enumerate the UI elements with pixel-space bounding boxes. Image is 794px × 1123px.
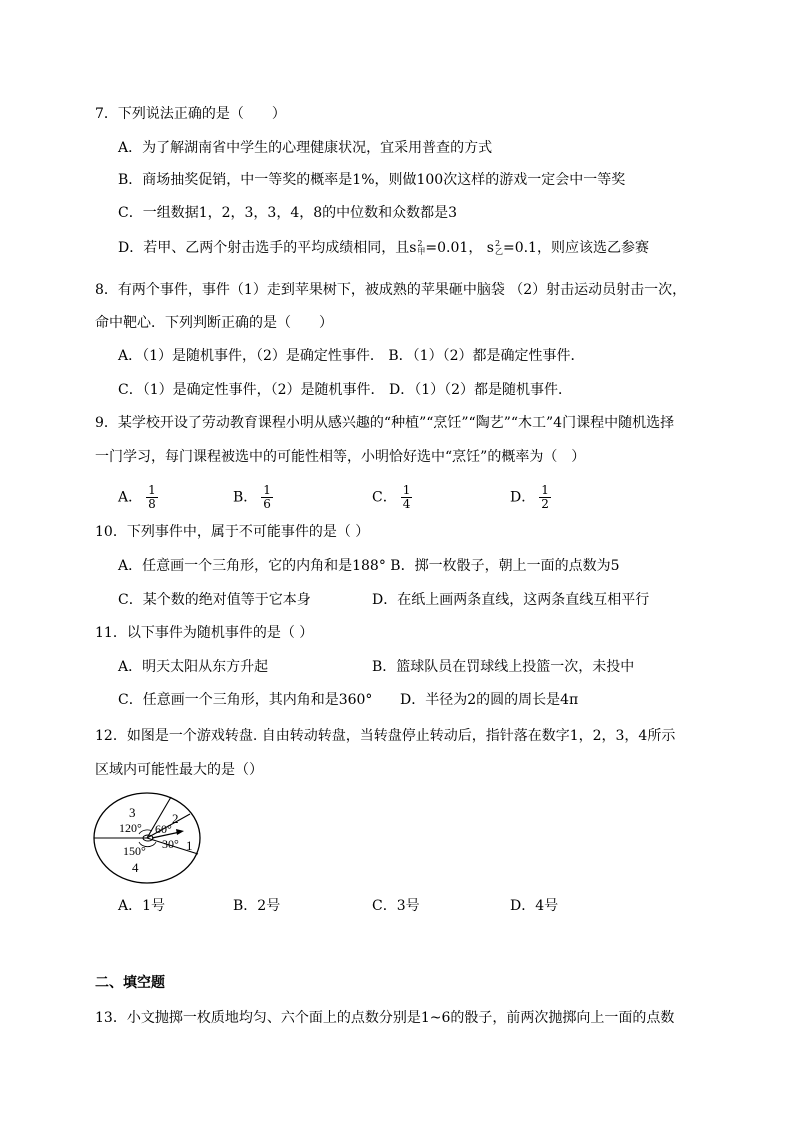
q7-option-c: C．一组数据1，2，3，3，4，8的中位数和众数都是3 <box>118 205 458 221</box>
q11-option-d: D．半径为2的圆的周长是4π <box>400 692 579 708</box>
sector-label-2: 2 <box>172 811 179 826</box>
q12-option-c: C．3号 <box>372 898 420 914</box>
q9-option-d: D． $\frac{1}{2}$ <box>510 483 549 511</box>
fraction: $\frac{1}{6}$ <box>263 483 271 511</box>
q12-option-b: B．2号 <box>233 898 281 914</box>
q9-stem-line1: 9．某学校开设了劳动教育课程小明从感兴趣的“种植”“烹饪”“陶艺”“木工”4门课程中随机选择 <box>95 415 675 431</box>
spinner-diagram <box>92 790 204 886</box>
q10-option-d: D．在纸上画两条直线，这两条直线互相平行 <box>372 592 650 608</box>
q10-options-ab: A．任意画一个三角形，它的内角和是188° B．掷一枚骰子，朝上一面的点数为5 <box>118 558 620 574</box>
q7-option-a: A．为了解湖南省中学生的心理健康状况，宜采用普查的方式 <box>118 140 493 156</box>
q10-stem: 10．下列事件中，属于不可能事件的是（ ） <box>95 524 370 540</box>
q7-stem: 7．下列说法正确的是（ ） <box>95 106 286 122</box>
q11-option-b: B．篮球队员在罚球线上投篮一次，未投中 <box>372 659 635 675</box>
q11-stem: 11．以下事件为随机事件的是（ ） <box>95 625 314 641</box>
q12-stem-line2: 区域内可能性最大的是（） <box>95 762 263 778</box>
sector-angle-120: 120° <box>119 821 142 835</box>
q8-options-cd: C．（1）是确定性事件，（2）是随机事件． D．（1）（2）都是随机事件． <box>118 382 573 398</box>
q12-stem-line1: 12．如图是一个游戏转盘. 自由转动转盘，当转盘停止转动后，指针落在数字1，2，3，4所示 <box>95 728 676 744</box>
q8-stem-line2: 命中靶心．下列判断正确的是（ ） <box>95 315 333 331</box>
q7-option-d: D．若甲、乙两个射击选手的平均成绩相同，且s 2 甲 =0.01， s 2 乙 =0.1，则应该选乙参赛 <box>118 239 649 256</box>
sector-label-3: 3 <box>129 805 136 820</box>
fraction: $\frac{1}{4}$ <box>402 483 411 511</box>
fraction: $\frac{1}{2}$ <box>541 483 549 511</box>
q11-option-a: A．明天太阳从东方升起 <box>118 659 269 675</box>
q11-option-c: C．任意画一个三角形，其内角和是360° <box>118 692 373 708</box>
fraction: $\frac{1}{8}$ <box>148 483 156 511</box>
q8-stem-line1: 8．有两个事件，事件（1）走到苹果树下，被成熟的苹果砸中脑袋 （2）射击运动员射击一次， <box>95 282 687 298</box>
q9-option-b: B． $\frac{1}{6}$ <box>233 483 271 511</box>
q7-option-b: B．商场抽奖促销，中一等奖的概率是1%，则做100次这样的游戏一定会中一等奖 <box>118 172 626 188</box>
section-title-fill-in: 二、填空题 <box>95 975 165 991</box>
pointer-arrowhead <box>176 829 184 835</box>
sector-label-4: 4 <box>132 860 139 875</box>
q9-stem-line2: 一门学习，每门课程被选中的可能性相等，小明恰好选中“烹饪”的概率为（ ） <box>95 449 586 465</box>
q13-stem-line1: 13．小文抛掷一枚质地均匀、六个面上的点数分别是1~6的骰子，前两次抛掷向上一面的点数 <box>95 1010 675 1026</box>
q10-option-c: C．某个数的绝对值等于它本身 <box>118 592 311 608</box>
q9-option-c: C． $\frac{1}{4}$ <box>372 483 411 511</box>
q9-option-a: A． $\frac{1}{8}$ <box>118 483 156 511</box>
sector-label-1: 1 <box>186 838 193 853</box>
q8-options-ab: A．（1）是随机事件，（2）是确定性事件． B．（1）（2）都是确定性事件． <box>118 348 585 364</box>
sector-angle-150: 150° <box>123 844 146 858</box>
sector-angle-60: 60° <box>155 822 172 836</box>
q12-option-d: D．4号 <box>510 898 559 914</box>
q12-option-a: A．1号 <box>118 898 166 914</box>
sector-angle-30: 30° <box>162 837 179 851</box>
